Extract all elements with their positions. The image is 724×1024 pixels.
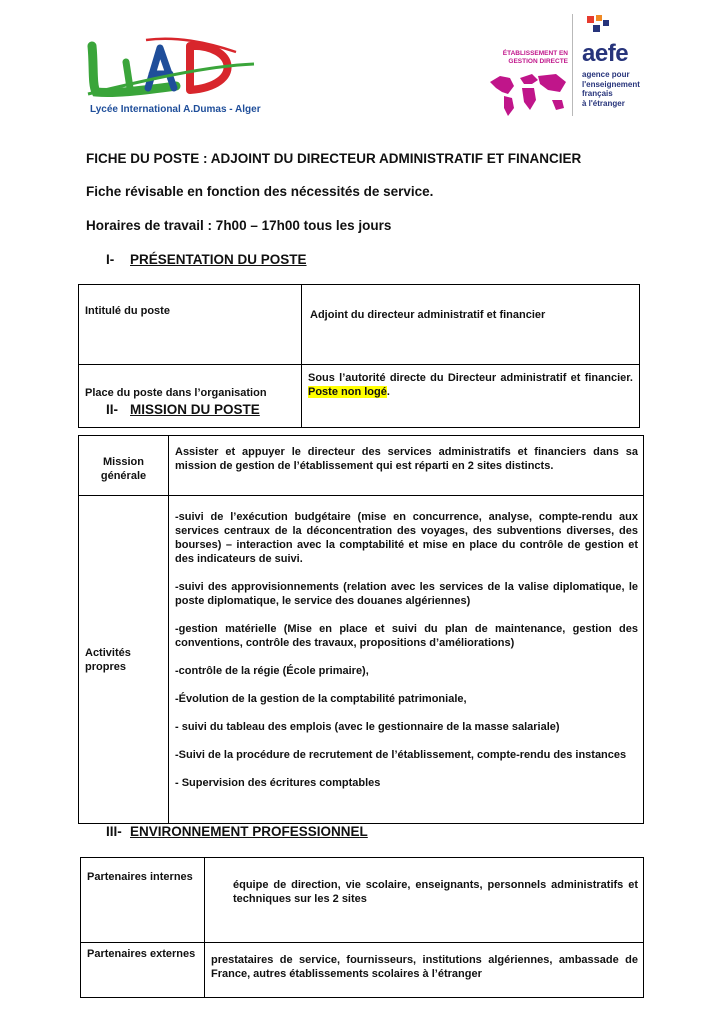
egd-label: ÉTABLISSEMENT EN GESTION DIRECTE [502,50,568,65]
aefe-line: à l'étranger [582,98,625,108]
section-number: I- [106,252,115,267]
aefe-wordmark: aefe [582,40,629,67]
liad-logo [86,36,256,98]
document-subtitle: Fiche révisable en fonction des nécessités de service. [86,184,434,199]
table-cell-label: Partenaires internes [81,858,205,943]
activity-item: -suivi des approvisionnements (relation avec les services de la valise diplomatique, le poste diplomatique, le service des douanes algériennes) [175,581,638,607]
section-number: III- [106,824,122,839]
table-cell-label: Partenaires externes [81,943,205,998]
table-cell-value: Assister et appuyer le directeur des services administratifs et financiers dans sa mission de gestion de l’établissement qui est réparti en 2 sites distincts. [169,436,644,496]
highlight-no-housing: Poste non logé [308,386,387,398]
mission-table [78,435,644,824]
section-title: PRÉSENTATION DU POSTE [130,252,307,267]
activity-item: - Supervision des écritures comptables [175,777,381,789]
activity-item: -Évolution de la gestion de la comptabilité patrimoniale, [175,693,467,705]
world-map-icon [486,70,570,118]
section-heading-presentation [106,252,307,267]
table-cell-label: Mission générale [79,436,169,496]
table-cell-value: équipe de direction, vie scolaire, enseignants, personnels administratifs et techniques sur les 2 sites [205,858,644,943]
table-row [81,858,644,943]
document-title: FICHE DU POSTE : ADJOINT DU DIRECTEUR ADMINISTRATIF ET FINANCIER [86,151,582,166]
activity-item: -Suivi de la procédure de recrutement de l’établissement, compte-rendu des instances [175,749,627,761]
section-heading-environment [106,824,368,839]
table-row [79,436,644,496]
table-row [81,943,644,998]
aefe-line: agence pour [582,70,630,79]
table-cell-value: Adjoint du directeur administratif et financier [302,285,640,365]
table-cell-value [302,365,640,428]
activities-cell [169,496,644,824]
table-cell-label: Intitulé du poste [79,285,302,365]
environment-table [80,857,644,998]
working-hours: Horaires de travail : 7h00 – 17h00 tous les jours [86,218,392,233]
activity-item: -suivi de l’exécution budgétaire (mise en concurrence, analyse, compte-rendu aux services centraux de la déconcentration des voyages, des subventions diverses, des bourses) – interaction avec la comptabilité et mise en place du contrôle de gestion et des indicateurs de suivi. [175,511,638,565]
table-row [79,365,640,428]
table-cell-value: prestataires de service, fournisseurs, institutions algériennes, ambassade de France, autres établissements scolaires à l’étranger [205,943,644,998]
aefe-line: l'enseignement [582,79,640,89]
table-cell-label: Place du poste dans l’organisation [79,365,302,428]
activity-item: -gestion matérielle (Mise en place et suivi du plan de maintenance, gestion des conventions, contrôle des travaux, propositions d’améliorations) [175,623,638,649]
logo-divider [572,14,573,116]
school-caption: Lycée International A.Dumas - Alger [90,104,261,115]
table-row [79,285,640,365]
position-text: Sous l’autorité directe du Directeur administratif et financier. [308,372,633,384]
activity-item: - suivi du tableau des emplois (avec le gestionnaire de la masse salariale) [175,721,560,733]
aefe-cubes-icon [585,14,611,36]
aefe-line: français [582,89,613,98]
section-title: MISSION DU POSTE [130,402,260,417]
table-row [79,496,644,824]
table-cell-label: Activités propres [79,496,169,824]
section-heading-mission [106,402,260,417]
section-title: ENVIRONNEMENT PROFESSIONNEL [130,824,368,839]
aefe-subtitle [582,70,640,108]
position-text-tail: . [386,386,390,398]
activity-item: -contrôle de la régie (École primaire), [175,665,369,677]
section-number: II- [106,402,118,417]
